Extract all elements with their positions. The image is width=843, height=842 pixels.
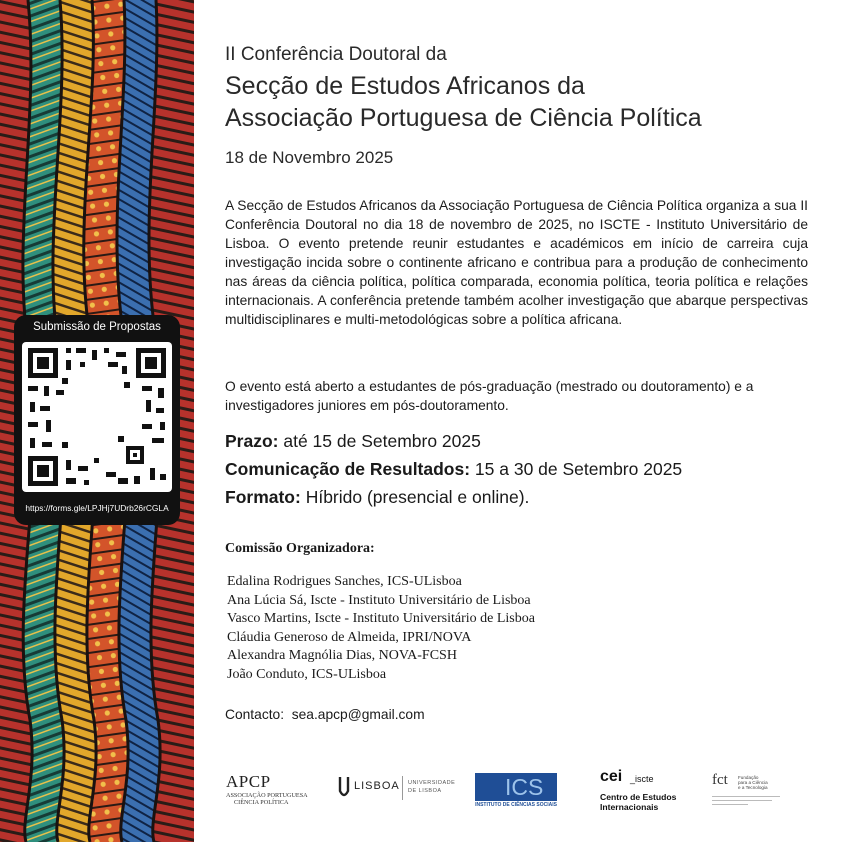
committee-member: Ana Lúcia Sá, Iscte - Instituto Universitário de Lisboa [227, 592, 531, 608]
ics-sub: INSTITUTO DE CIÊNCIAS SOCIAIS [475, 802, 557, 808]
fct-logo [712, 772, 792, 812]
committee-member: Alexandra Magnólia Dias, NOVA-FCSH [227, 648, 457, 664]
cei-sub2: Internacionais [600, 802, 659, 812]
cei-suffix: _iscte [630, 774, 654, 784]
committee-member: João Conduto, ICS-ULisboa [227, 666, 387, 682]
apcp-sub2: CIÊNCIA POLÍTICA [234, 799, 289, 806]
apcp-name: APCP [226, 772, 271, 791]
title-line-1: Secção de Estudos Africanos da [225, 72, 585, 100]
fct-sub [738, 775, 768, 791]
committee-list [227, 573, 535, 685]
format-value: Híbrido (presencial e online). [300, 487, 530, 507]
apcp-logo [226, 772, 316, 806]
ulisboa-sub2: DE LISBOA [408, 788, 442, 794]
title-line-2: Associação Portuguesa de Ciência Política [225, 104, 702, 132]
cei-name: cei [600, 768, 623, 785]
committee-member: Cláudia Generoso de Almeida, IPRI/NOVA [227, 629, 472, 645]
fct-line-3 [712, 804, 748, 805]
fct-sub2: para a Ciência [738, 780, 768, 786]
qr-url[interactable]: https://forms.gle/LPJHj7UDrb26rCGLA [25, 503, 169, 513]
committee-member: Vasco Martins, Iscte - Instituto Universitário de Lisboa [227, 611, 535, 627]
conference-edition: II Conferência Doutoral da [225, 44, 447, 65]
results-value: 15 a 30 de Setembro 2025 [470, 459, 683, 479]
qr-submission-card [14, 315, 180, 525]
fct-line-2 [712, 800, 772, 801]
cei-sub1: Centro de Estudos [600, 792, 677, 802]
cei-logo [600, 768, 692, 812]
qr-code[interactable] [22, 342, 172, 492]
format-line [225, 487, 529, 508]
fct-sub3: e a Tecnologia [738, 785, 768, 791]
eligibility-paragraph: O evento está aberto a estudantes de pós-graduação (mestrado ou doutoramento) e a investigadores juniores em pós-doutoramento. [225, 379, 754, 413]
description-paragraph: A Secção de Estudos Africanos da Associação Portuguesa de Ciência Política organiza a sua II Conferência Doutoral no dia 18 de novembro de 2025, no ISCTE - Instituto Universitário de Lisboa. O evento pretende reunir estudantes e académicos em início de carreira cuja investigação incida sobre o continente africano e contribua para a produção de conhecimento nas áreas da ciência política, política comparada, economia política, teoria política e relações internacionais. A conferência pretende também acolher investigação que abarque perspectivas multidisciplinares e multi-metodológicas sobre a política africana. [225, 198, 808, 327]
apcp-sub1: ASSOCIAÇÃO PORTUGUESA [226, 792, 308, 799]
deadline-line [225, 431, 481, 452]
ulisboa-divider [402, 776, 403, 800]
committee-heading: Comissão Organizadora: [225, 541, 375, 556]
format-label: Formato: [225, 487, 301, 507]
ics-logo [475, 773, 557, 809]
ulisboa-emblem-icon [338, 777, 350, 799]
contact-email[interactable]: sea.apcp@gmail.com [291, 707, 425, 722]
ics-name: ICS [505, 774, 544, 800]
fct-line-1 [712, 796, 780, 797]
deadline-label: Prazo: [225, 431, 279, 451]
contact-line [225, 707, 425, 722]
ulisboa-name: LISBOA [354, 780, 400, 792]
ulisboa-sub1: UNIVERSIDADE [408, 780, 456, 786]
contact-label: Contacto: [225, 707, 285, 722]
results-line [225, 459, 682, 480]
page-title [225, 70, 825, 134]
qr-title: Submissão de Propostas [33, 321, 161, 333]
event-date: 18 de Novembro 2025 [225, 148, 394, 167]
results-label: Comunicação de Resultados: [225, 459, 471, 479]
ulisboa-logo [338, 776, 456, 802]
deadline-value: até 15 de Setembro 2025 [278, 431, 481, 451]
fct-sub1: Fundação [738, 775, 759, 780]
committee-member: Edalina Rodrigues Sanches, ICS-ULisboa [227, 574, 462, 589]
fct-name: fct [712, 772, 728, 788]
